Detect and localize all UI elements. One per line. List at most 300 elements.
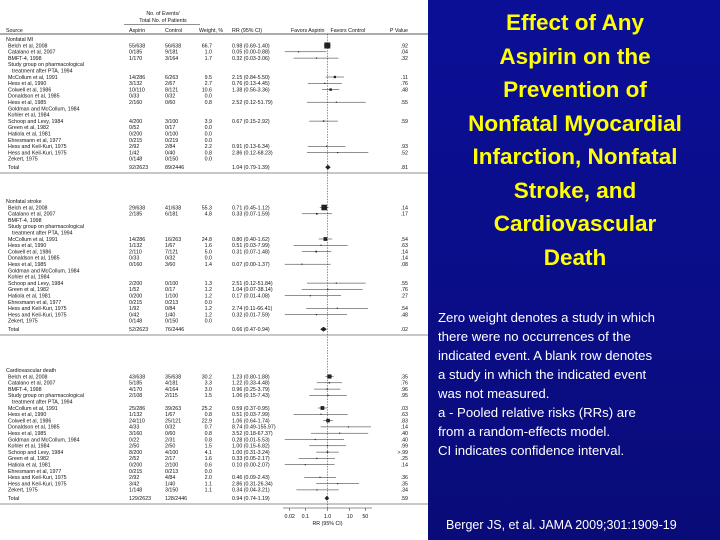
study-source: Hess et al, 1985	[8, 431, 47, 437]
weight: 4.1	[204, 449, 212, 456]
aspirin-events: 0/160	[129, 262, 143, 268]
footnotes	[438, 308, 716, 460]
study-source: Green et al, 1982	[8, 125, 49, 132]
control-events: 0/40	[165, 150, 176, 157]
study-source: treatment after PTA, 1994	[12, 230, 73, 237]
weight: 1.2	[204, 312, 212, 319]
total-label: Total	[8, 496, 20, 502]
study-source: Zekert, 1975	[8, 318, 38, 325]
col-favors-aspirin: Favors Aspirin	[290, 28, 325, 34]
weight: 1.7	[204, 55, 212, 62]
study-source: Colwell et al, 1986	[8, 249, 52, 256]
study-source: BMFT-4, 1998	[8, 386, 42, 393]
aspirin-events: 14/286	[129, 74, 146, 81]
p-value: .48	[400, 87, 408, 94]
rr-ci: 0.32 (0.03-3.06)	[232, 55, 270, 62]
aspirin-events: 0/33	[129, 255, 140, 262]
aspirin-events: 0/215	[129, 299, 143, 306]
rr-ci: 0.46 (0.09-2.43)	[232, 475, 270, 482]
weight: 1.2	[204, 293, 212, 300]
p-value: .11	[401, 74, 408, 81]
study-point	[316, 458, 317, 459]
aspirin-events: 0/148	[129, 318, 143, 325]
control-events: 35/638	[165, 374, 182, 381]
aspirin-events: 2/200	[129, 280, 143, 287]
weight: 0.7	[204, 424, 212, 431]
col-favors-control: Favors Control	[330, 28, 366, 34]
weight: 1.1	[204, 487, 212, 494]
study-source: McCollum et al, 1991	[8, 236, 58, 243]
rr-ci: 0.33 (0.07-1.59)	[232, 211, 270, 218]
study-point	[329, 382, 330, 383]
p-value: .99	[400, 443, 408, 450]
control-events: 3/164	[165, 55, 179, 62]
rr-ci: 2.52 (0.12-51.79)	[232, 100, 273, 106]
weight: 9.5	[204, 74, 212, 81]
aspirin-events: 14/286	[129, 236, 146, 243]
col-aspirin: Aspirin	[129, 28, 146, 34]
study-source: Zekert, 1975	[8, 487, 38, 494]
control-events: 41/638	[165, 205, 182, 212]
p-value: .54	[400, 236, 408, 243]
control-events: 16/263	[165, 236, 182, 243]
study-source: Catalano et al, 2007	[8, 49, 56, 56]
weight: 0.6	[204, 462, 212, 469]
rr-ci: 1.23 (0.80-1.88)	[232, 374, 270, 381]
note-line: CI indicates confidence interval.	[438, 443, 625, 458]
p-value: .52	[400, 150, 408, 157]
study-point	[323, 120, 324, 121]
note-line: a - Pooled relative risks (RRs) are	[438, 405, 636, 420]
weight: 1.2	[204, 287, 212, 294]
control-events: 0/100	[165, 280, 179, 287]
rr-ci: 1.22 (0.33-4.48)	[232, 380, 270, 387]
study-source: Belch et al, 2008	[8, 205, 48, 212]
study-point	[316, 489, 317, 490]
title-line: Aspirin on the	[499, 43, 651, 69]
rr-ci: 1.04 (0.07-38.14)	[232, 287, 273, 294]
note-line: a study in which the indicated event	[438, 367, 647, 382]
control-events: 4/181	[165, 380, 179, 387]
p-value: .35	[400, 481, 408, 488]
study-source: treatment after PTA, 1994	[12, 68, 73, 75]
aspirin-events: 43/638	[129, 374, 146, 381]
weight: 5.0	[204, 249, 212, 256]
study-source: Study group on pharmacological	[8, 224, 84, 231]
p-value: .14	[400, 205, 408, 212]
aspirin-events: 0/215	[129, 468, 143, 475]
title-line: Effect of Any	[506, 10, 644, 35]
aspirin-events: 2/185	[129, 211, 143, 218]
aspirin-events: 2/110	[129, 249, 142, 256]
study-source: Catalano et al, 2007	[8, 380, 56, 387]
study-source: Hess and Keil-Kuri, 1975	[8, 306, 67, 313]
control-events: 0/150	[165, 156, 179, 163]
control-events: 1/40	[165, 312, 176, 319]
study-source: Donaldson et al, 1985	[8, 93, 60, 100]
x-tick-label: 10	[346, 514, 353, 520]
aspirin-events: 3/132	[129, 81, 143, 88]
study-point	[320, 414, 321, 415]
study-point	[337, 483, 338, 484]
study-source: Study group on pharmacological	[8, 393, 84, 400]
study-point	[326, 419, 330, 423]
aspirin-events: 8/200	[129, 449, 143, 456]
total-control: 76/2446	[165, 327, 185, 333]
weight: 0.0	[204, 299, 212, 306]
note-line: from a random-effects model.	[438, 424, 610, 439]
rr-ci: 0.05 (0.00-0.88)	[232, 49, 270, 56]
p-value: .14	[400, 249, 408, 256]
rr-ci: 2.15 (0.84-5.50)	[232, 74, 270, 81]
p-value: .96	[400, 386, 408, 393]
weight: 1.5	[204, 443, 212, 450]
control-events: 0/32	[165, 255, 176, 262]
aspirin-events: 29/638	[129, 205, 146, 212]
weight: 0.8	[204, 100, 212, 106]
p-value: .04	[400, 49, 408, 56]
study-source: Schoop and Levy, 1984	[8, 449, 64, 456]
control-events: 0/60	[165, 100, 176, 106]
study-point	[329, 88, 331, 90]
weight: 10.6	[201, 87, 212, 94]
study-source: McCollum et al, 1991	[8, 405, 58, 412]
weight: 2.2	[204, 144, 212, 151]
rr-ci: 1.06 (0.15-7.43)	[232, 393, 270, 400]
aspirin-events: 1/170	[129, 55, 143, 62]
x-tick-label: 0.1	[301, 514, 309, 520]
rr-ci: 0.34 (0.04-3.21)	[232, 487, 270, 494]
study-point	[320, 245, 321, 246]
total-aspirin: 92/2623	[129, 165, 149, 171]
study-point	[305, 464, 306, 465]
study-source: Hess and Keil-Kuri, 1975	[8, 312, 67, 319]
p-value: >.99	[397, 449, 408, 456]
rr-ci: 1.00 (0.15-6.82)	[232, 443, 270, 450]
control-events: 4/164	[165, 386, 179, 393]
weight: 0.0	[204, 137, 212, 144]
control-events: 1/100	[165, 293, 179, 300]
aspirin-events: 0/215	[129, 137, 143, 144]
aspirin-events: 0/200	[129, 293, 143, 300]
title-line: Nonfatal Myocardial	[468, 110, 682, 136]
weight: 2.7	[204, 81, 212, 88]
control-events: 4/84	[165, 475, 176, 482]
aspirin-events: 0/148	[129, 156, 143, 163]
p-value: .34	[400, 487, 408, 494]
rr-ci: 2.86 (0.12-68.23)	[232, 150, 273, 157]
study-point	[327, 374, 331, 378]
rr-ci: 2.86 (0.31-26.34)	[232, 481, 273, 488]
aspirin-events: 0/33	[129, 93, 140, 100]
weight: 0.0	[204, 468, 212, 475]
weight: 1.3	[204, 280, 212, 287]
control-events: 0/213	[165, 468, 179, 475]
total-label: Total	[8, 165, 20, 171]
control-events: 0/17	[165, 287, 176, 294]
study-source: Goldman and McCollum, 1984	[8, 437, 80, 444]
total-p: .81	[400, 165, 408, 171]
study-source: Zekert, 1975	[8, 156, 38, 163]
total-rr-ci: 0.94 (0.74-1.19)	[232, 496, 270, 502]
study-point	[337, 152, 338, 153]
aspirin-events: 55/638	[129, 43, 146, 50]
p-value: .03	[400, 405, 408, 412]
rr-ci: 1.00 (0.31-3.24)	[232, 449, 270, 456]
study-point	[334, 76, 336, 78]
weight: 30.2	[201, 374, 212, 381]
weight: 0.8	[204, 431, 212, 437]
x-tick-label: 1.0	[323, 514, 332, 520]
study-source: Ehresmann et al, 1977	[8, 299, 62, 306]
weight: 0.8	[204, 150, 212, 157]
study-source: Ehresmann et al, 1977	[8, 137, 62, 144]
p-value: .14	[400, 424, 408, 431]
study-source: Hess and Keil-Kuri, 1975	[8, 481, 67, 488]
study-source: Hess and Keil-Kuri, 1975	[8, 475, 67, 482]
section-title: Nonfatal stroke	[6, 199, 42, 205]
aspirin-events: 2/50	[129, 443, 140, 450]
control-events: 8/121	[165, 87, 179, 94]
p-value: .08	[400, 262, 408, 268]
weight: 55.3	[201, 205, 212, 212]
p-value: .54	[400, 306, 408, 313]
weight: 1.6	[204, 456, 212, 463]
study-point	[337, 308, 338, 309]
study-point	[321, 406, 325, 410]
control-events: 0/213	[165, 299, 179, 306]
study-source: Goldman and McCollum, 1984	[8, 106, 80, 113]
p-value: .63	[400, 243, 408, 250]
control-events: 0/17	[165, 125, 176, 132]
control-events: 2/84	[165, 144, 176, 151]
title-line: Stroke, and	[513, 177, 637, 203]
total-aspirin: 52/2623	[129, 327, 149, 333]
control-events: 1/67	[165, 243, 176, 250]
weight: 1.6	[204, 243, 212, 250]
aspirin-events: 0/185	[129, 49, 143, 56]
control-events: 3/100	[165, 118, 179, 125]
control-events: 1/40	[165, 481, 176, 488]
study-source: Schoop and Levy, 1984	[8, 118, 64, 125]
note-line: indicated event. A blank row denotes	[438, 348, 653, 363]
control-events: 25/121	[165, 418, 182, 425]
aspirin-events: 0/52	[129, 125, 140, 132]
p-value: .40	[400, 437, 408, 444]
weight: 0.8	[204, 412, 212, 419]
rr-ci: 2.74 (0.11-66.41)	[232, 306, 273, 313]
p-value: .76	[400, 287, 408, 294]
weight: 24.8	[201, 236, 212, 243]
study-source: BMFT-4, 1998	[8, 217, 42, 224]
study-point	[319, 477, 320, 478]
aspirin-events: 1/148	[129, 487, 143, 494]
aspirin-events: 2/92	[129, 144, 140, 151]
rr-ci: 0.17 (0.01-4.08)	[232, 293, 270, 300]
study-point	[315, 439, 316, 440]
weight: 0.0	[204, 125, 212, 132]
rr-ci: 0.76 (0.13-4.45)	[232, 81, 270, 88]
rr-ci: 0.91 (0.13-6.34)	[232, 144, 270, 151]
control-events: 3/150	[165, 487, 179, 494]
p-value: .14	[400, 462, 408, 469]
study-point	[336, 102, 337, 103]
total-aspirin: 129/2623	[129, 496, 152, 502]
weight: 0.0	[204, 318, 212, 325]
p-value: .48	[400, 312, 408, 319]
note-line: was not measured.	[438, 386, 550, 401]
study-source: Hess et al, 1985	[8, 100, 47, 106]
control-events: 2/31	[165, 437, 176, 444]
header-events: Total No. of Patients	[139, 18, 187, 24]
rr-ci: 0.98 (0.69-1.40)	[232, 43, 270, 50]
title-line: Prevention of	[503, 77, 647, 102]
control-events: 6/181	[165, 211, 179, 218]
pooled-diamond	[325, 165, 330, 170]
study-source: Kohler et al, 1984	[8, 112, 50, 119]
p-value: .63	[400, 412, 408, 419]
control-events: 39/263	[165, 405, 182, 412]
study-source: Kohler et al, 1984	[8, 274, 50, 281]
study-point	[326, 146, 327, 147]
p-value: .25	[400, 456, 408, 463]
aspirin-events: 5/185	[129, 380, 143, 387]
aspirin-events: 4/33	[129, 424, 140, 431]
rr-ci: 0.33 (0.05-2.17)	[232, 456, 270, 463]
rr-ci: 0.31 (0.07-1.48)	[232, 249, 270, 256]
study-source: Hess et al, 1985	[8, 262, 47, 268]
p-value: .76	[400, 81, 408, 88]
weight: 3.0	[204, 386, 212, 393]
total-rr-ci: 1.04 (0.79-1.39)	[232, 165, 270, 171]
col-control: Control	[165, 28, 183, 34]
title-line: Cardiovascular	[493, 211, 657, 236]
weight: 1.1	[204, 481, 212, 488]
col-source: Source	[6, 28, 23, 34]
control-events: 9/181	[165, 49, 179, 56]
section-title: Nonfatal MI	[6, 37, 34, 43]
study-source: Hess et al, 1990	[8, 412, 47, 419]
aspirin-events: 0/200	[129, 131, 143, 138]
control-events: 1/67	[165, 412, 176, 419]
total-rr-ci: 0.66 (0.47-0.94)	[232, 327, 270, 333]
weight: 3.3	[204, 380, 212, 387]
rr-ci: 0.10 (0.00-2.07)	[232, 462, 270, 469]
aspirin-events: 3/160	[129, 431, 143, 437]
study-point	[316, 213, 318, 215]
study-source: Belch et al, 2008	[8, 374, 48, 381]
p-value: .55	[400, 280, 408, 287]
study-source: Hatiola et al, 1981	[8, 131, 51, 138]
study-point	[301, 264, 302, 265]
control-events: 0/60	[165, 431, 176, 437]
note-line: there were no occurrences of the	[438, 329, 631, 344]
rr-ci: 0.96 (0.25-3.79)	[232, 386, 270, 393]
study-point	[298, 51, 299, 52]
study-source: Goldman and McCollum, 1984	[8, 268, 80, 275]
control-events: 0/32	[165, 93, 176, 100]
study-point	[339, 433, 340, 434]
title-line: Death	[543, 244, 607, 270]
study-source: Hess et al, 1990	[8, 81, 47, 88]
citation: Berger JS, et al. JAMA 2009;301:1909-19	[446, 518, 677, 532]
col-rr: RR (95% CI)	[232, 28, 263, 34]
p-value: .55	[400, 100, 408, 106]
study-source: Catalano et al, 2007	[8, 211, 56, 218]
section-title: Cardiovascular death	[6, 368, 57, 374]
study-source: Colwell et al, 1986	[8, 87, 52, 94]
p-value: .93	[400, 144, 408, 151]
weight: 1.0	[204, 49, 212, 56]
aspirin-events: 0/42	[129, 312, 140, 319]
study-source: Hess and Keil-Kuri, 1975	[8, 150, 67, 157]
rr-ci: 1.38 (0.56-3.36)	[232, 87, 270, 94]
weight: 22.9	[201, 418, 212, 425]
p-value: .32	[400, 55, 408, 62]
control-events: 2/100	[165, 462, 179, 469]
rr-ci: 0.51 (0.03-7.99)	[232, 412, 270, 419]
aspirin-events: 1/42	[129, 150, 140, 157]
control-events: 2/17	[165, 456, 176, 463]
study-source: Hess and Keil-Kuri, 1975	[8, 144, 67, 151]
study-point	[348, 426, 349, 427]
study-source: McCollum et al, 1991	[8, 74, 58, 81]
weight: 1.5	[204, 393, 212, 400]
control-events: 0/219	[165, 137, 179, 144]
study-source: Donaldson et al, 1985	[8, 424, 60, 431]
study-source: Hess et al, 1990	[8, 243, 47, 250]
aspirin-events: 25/286	[129, 405, 146, 412]
study-source: Hatiola et al, 1981	[8, 293, 51, 300]
x-tick-label: 50	[362, 514, 369, 520]
control-events: 4/100	[165, 449, 179, 456]
p-value: .36	[400, 475, 408, 482]
study-point	[321, 205, 327, 211]
aspirin-events: 4/170	[129, 386, 143, 393]
rr-ci: 0.07 (0.00-1.37)	[232, 262, 270, 268]
weight: 66.7	[201, 43, 212, 50]
title-line: Infarction, Nonfatal	[472, 144, 678, 169]
x-axis-label: RR (95% CI)	[312, 521, 343, 527]
rr-ci: 0.71 (0.45-1.12)	[232, 205, 270, 212]
p-value: .83	[400, 418, 408, 425]
weight: 1.4	[204, 262, 212, 268]
study-source: Donaldson et al, 1985	[8, 255, 60, 262]
aspirin-events: 3/42	[129, 481, 140, 488]
weight: 0.0	[204, 255, 212, 262]
aspirin-events: 1/132	[129, 412, 143, 419]
aspirin-events: 2/160	[129, 100, 143, 106]
p-value: .92	[400, 43, 408, 50]
p-value: .59	[400, 118, 408, 125]
aspirin-events: 2/92	[129, 475, 140, 482]
aspirin-events: 4/200	[129, 118, 143, 125]
control-events: 56/638	[165, 43, 182, 50]
aspirin-events: 1/132	[129, 243, 143, 250]
study-point	[336, 283, 337, 284]
study-source: Belch et al, 2008	[8, 43, 48, 50]
study-source: Green et al, 1982	[8, 456, 49, 463]
control-events: 2/115	[165, 393, 178, 400]
total-p: .59	[400, 496, 408, 502]
aspirin-events: 0/200	[129, 462, 143, 469]
weight: 3.9	[204, 118, 212, 125]
weight: 0.0	[204, 131, 212, 138]
p-value: .76	[400, 380, 408, 387]
aspirin-events: 1/52	[129, 287, 140, 294]
rr-ci: 8.74 (0.49-155.97)	[232, 424, 276, 431]
rr-ci: 2.51 (0.12-51.84)	[232, 280, 273, 287]
